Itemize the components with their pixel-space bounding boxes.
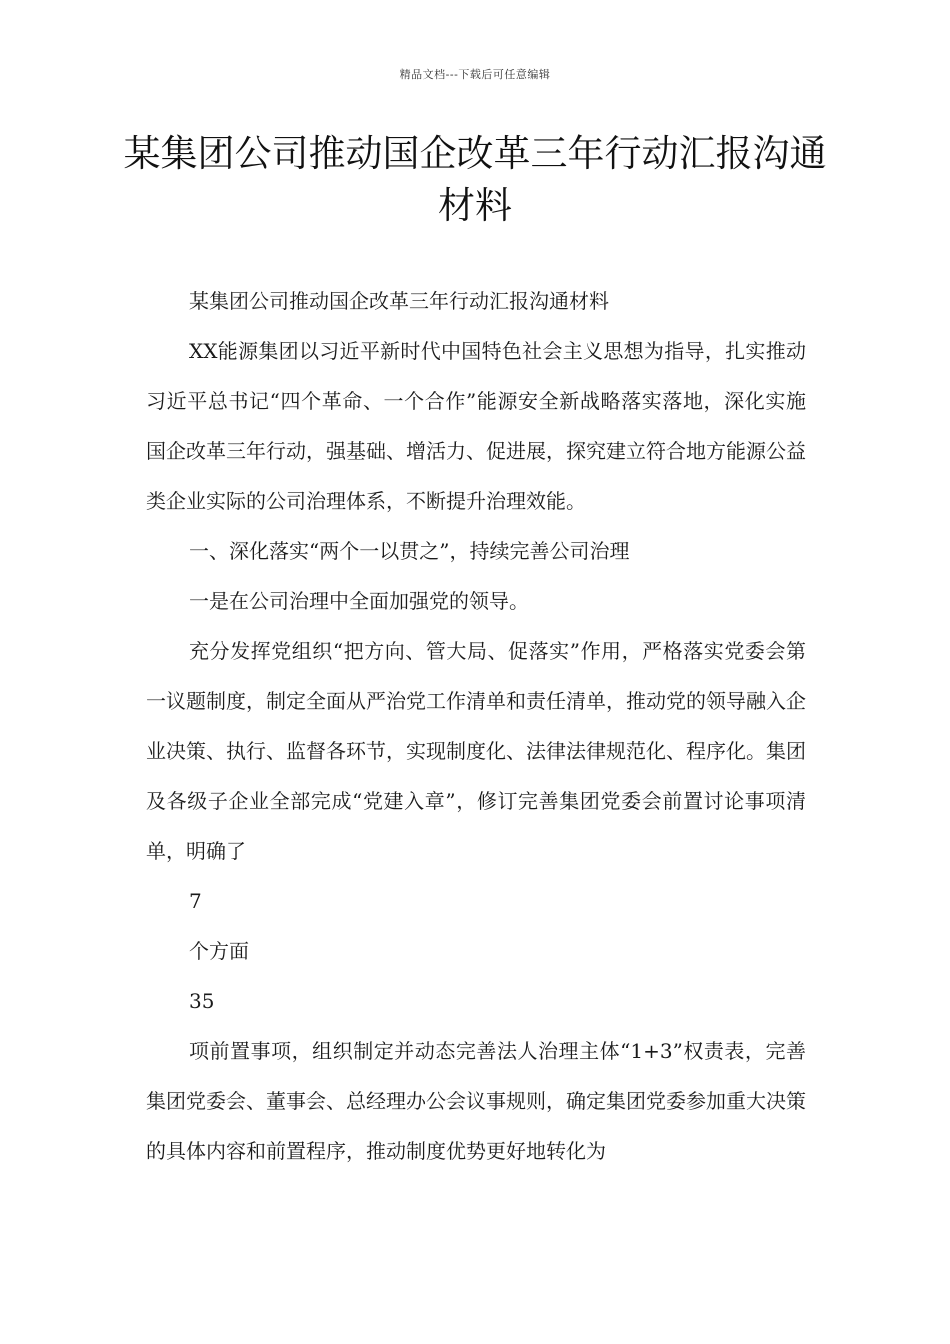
paragraph-fragment: 35 — [189, 989, 215, 1013]
document-body — [146, 276, 806, 1176]
paragraph-fragment: 7 — [189, 889, 202, 913]
header-note: 精品文档---下载后可任意编辑 — [399, 68, 551, 81]
section-heading: 一、深化落实“两个一以贯之”，持续完善公司治理 — [189, 539, 630, 563]
paragraph-subtitle: 某集团公司推动国企改革三年行动汇报沟通材料 — [189, 289, 609, 313]
document-title: 某集团公司推动国企改革三年行动汇报沟通材料 — [123, 132, 827, 227]
paragraph-fragment: 个方面 — [189, 939, 249, 963]
subsection-heading: 一是在公司治理中全面加强党的领导。 — [189, 589, 529, 613]
paragraph: XX能源集团以习近平新时代中国特色社会主义思想为指导，扎实推动习近平总书记“四个革命、一个合作”能源安全新战略落实落地，深化实施国企改革三年行动，强基础、增活力、促进展，探究建立符合地方能源公益类企业实际的公司治理体系，不断提升治理效能。 — [146, 339, 806, 513]
paragraph: 充分发挥党组织“把方向、管大局、促落实”作用，严格落实党委会第一议题制度，制定全面从严治党工作清单和责任清单，推动党的领导融入企业决策、执行、监督各环节，实现制度化、法律法律规范化、程序化。集团及各级子企业全部完成“党建入章”，修订完善集团党委会前置讨论事项清单，明确了 — [146, 639, 806, 863]
paragraph: 项前置事项，组织制定并动态完善法人治理主体“1+3”权责表，完善集团党委会、董事会、总经理办公会议事规则，确定集团党委参加重大决策的具体内容和前置程序，推动制度优势更好地转化为 — [146, 1039, 806, 1163]
